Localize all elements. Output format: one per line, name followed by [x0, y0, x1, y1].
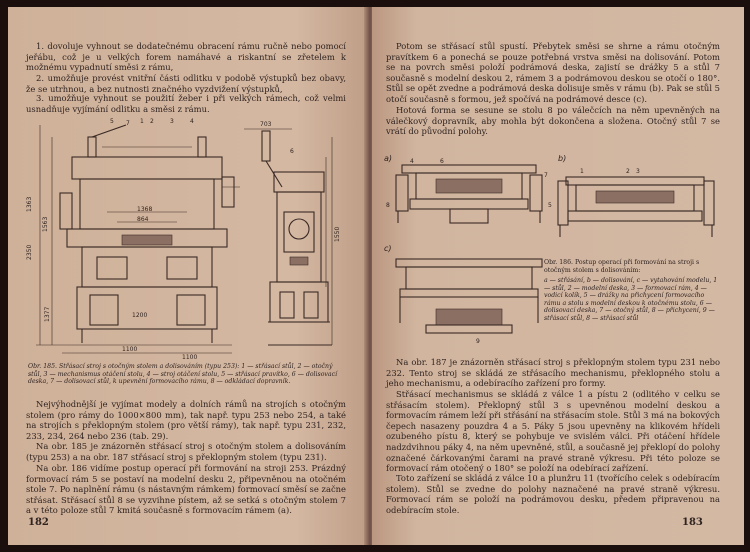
dim-2350: 2350	[26, 244, 33, 260]
left-body-paragraph-3: Na obr. 186 vidíme postup operací při formování na stroji 253. Prázdný formovací rám 5 se postaví na modelní desku 2, připevněnou na otočném stole 7. Po naplnění rámu (s nástavným rámkem) formovací směsí se začne střásat. Střásací stůl 8 se vyzvihne pístem, až se setká s otočným stolem 7 a v této poloze stůl 7 kmitá současně s formovacím rámem (a).	[26, 463, 346, 516]
fig186-num-3: 3	[636, 168, 640, 175]
right-body-paragraph-3: Toto zařízení se skládá z válce 10 a plunžru 11 (tvořícího celek s odebíracím stolem). Stůl se zvedne do polohy naznačené na pravé straně výkresu. Formovací rám se položí na podrámovou desku, předem připravenou na odebíracím stole.	[386, 473, 720, 515]
dim-1363: 1363	[26, 196, 33, 212]
part-label-4: 4	[190, 118, 194, 125]
dim-1200: 1200	[132, 312, 148, 319]
right-top-paragraph-2: Hotová forma se sesune se stolu 8 po válečcích na něm upevněných na válečkový dopravník, aby mohla být dokončena a složena. Otočný stůl 7 se vrátí do původní polohy.	[386, 105, 720, 137]
left-page	[8, 7, 368, 545]
right-body-paragraph-1: Na obr. 187 je znázorněn střásací stroj s překlopným stolem typu 231 nebo 232. Tento stroj se skládá ze střásacího mechanismu, překlopného stolu a jeho mechanismu, a odebíracího zařízení pro formy.	[386, 357, 720, 389]
fig186-num-6: 6	[440, 158, 444, 165]
right-body-paragraph-2: Střásací mechanismus se skládá z válce 1 a pístu 2 (odlitého v celku se střásacím stolem). Překlopný stůl 3 s upevněnou modelní deskou a formovacím rámem leží při střásání na střásacím stole. Stůl 3 má na bokových čepech nasazeny pouzdra 4 a 5. Páky 5 jsou upevněny na klikovém hřídeli ozubeného pístu 8, který se pohybuje ve svislém válci. Při otáčení hřídele nadzdvihnou páky 4, na něm upevněné, stůl, a současně jej překlopí do polohy označené čárkovanými čarami na pravé straně výkresu. Při této poloze se formovací rám otočený o 180° se položí na odebírací zařízení.	[386, 389, 720, 474]
fig186-num-2: 2	[626, 168, 630, 175]
dim-1550: 1550	[334, 226, 341, 242]
fig186-num-1: 1	[580, 168, 584, 175]
dim-1100-b: 1100	[182, 354, 198, 359]
dim-703: 703	[260, 121, 272, 128]
part-label-7: 7	[126, 120, 130, 127]
right-page-number: 183	[682, 517, 703, 528]
part-label-5: 5	[110, 118, 114, 125]
machine-drawing-figure-185	[22, 117, 354, 359]
fig-letter-a: a)	[384, 154, 393, 163]
intro-item-1: 1. dovoluje vyhnout se dodatečnému obracení rámu ručně nebo pomocí jeřábu, což je u velkých forem namáhavé a riskantní se zřetelem k možnému vypadnutí směsi z rámu,	[26, 41, 346, 73]
fig186-num-8: 8	[386, 202, 390, 209]
intro-item-3: 3. umožňuje vyhnout se použití žeber i při velkých rámech, což velmi usnadňuje vyjímání odlitku a směsi z rámu.	[26, 93, 346, 114]
figure-186-caption-legend: a — střásání, b — dolisování, c — vytahování modelu, 1 — stůl, 2 — modelní deska, 3 — formovací rám, 4 — vodicí kolík, 5 — drážky na přichycení formovacího rámu a stolu s modelní deskou k otočnému stolu, 6 — dolisovací deska, 7 — otočný stůl, 8 — přichycení, 9 — střásací stůl, 8 — střásací stůl	[544, 277, 718, 322]
left-page-number: 182	[28, 517, 49, 528]
part-label-3: 3	[170, 118, 174, 125]
part-label-6: 6	[290, 148, 294, 155]
dim-1368: 1368	[137, 206, 153, 213]
fig-letter-b: b)	[558, 154, 567, 163]
fig186-num-4: 4	[410, 158, 414, 165]
dim-864: 864	[137, 216, 149, 223]
figure-185-caption: Obr. 185. Střásací stroj s otočným stolem a dolisováním (typu 253): 1 — střásací stůl, 2 — otočný stůl, 3 — mechanismus otáčení stolu, 4 — stroj otáčení stolu, 5 — střásací pravítko, 6 — dolisovací deska, 7 — dolisovací stůl, k upevnění formovacího rámu, 8 — odkládací dopravník.	[28, 363, 338, 386]
left-body-paragraph-1: Nejvýhodnější je vyjímat modely a dolních rámů na strojích s otočným stolem (pro rámy do 1000×800 mm), tak např. typu 253 nebo 254, a také na strojích s překlopným stolem (pro větší rámy), tak např. typu 231, 232, 233, 234, 264 nebo 236 (tab. 29).	[26, 399, 346, 441]
right-top-paragraph-1: Potom se střásací stůl spustí. Přebytek směsi se shrne a rámu otočným pravítkem 6 a ponechá se pouze potřebná vrstva směsi na dolisování. Potom se na povrch směsi položí podrámová deska, zajistí se drážky 5 a stůl 7 současně s modelní deskou 2, rámem 3 a podrámovou deskou se otočí o 180°. Stůl se opět zvedne a podrámová deska dolisuje směs v rámu (b). Pak se stůl 5 otočí současně s formou, jež spočívá na podrámové desce (c).	[386, 41, 720, 104]
book-spread	[8, 7, 744, 545]
fig186-num-5: 5	[548, 202, 552, 209]
figure-186-caption-title: Obr. 186. Postup operací při formování na stroji s otočným stolem s dolisováním:	[544, 259, 700, 274]
dim-1100-a: 1100	[122, 346, 138, 353]
fig186-num-9: 9	[476, 338, 480, 345]
fig186-num-7: 7	[544, 172, 548, 179]
part-label-1: 1	[140, 118, 144, 125]
dim-1563: 1563	[42, 216, 49, 232]
intro-item-2: 2. umožňuje provést vnitřní části odlitku v podobě výstupků bez obavy, že se utrhnou, a bez nutnosti značného vyzdvižení výstupků,	[26, 73, 346, 94]
part-label-2: 2	[150, 118, 154, 125]
right-page	[372, 7, 744, 545]
fig-letter-c: c)	[384, 244, 392, 253]
left-body-paragraph-2: Na obr. 185 je znázorněn střásací stroj s otočným stolem a dolisováním (typu 253) a na obr. 187 střásací stroj s překlopným stolem (typu 231).	[26, 441, 346, 462]
dim-1377: 1377	[44, 306, 51, 322]
